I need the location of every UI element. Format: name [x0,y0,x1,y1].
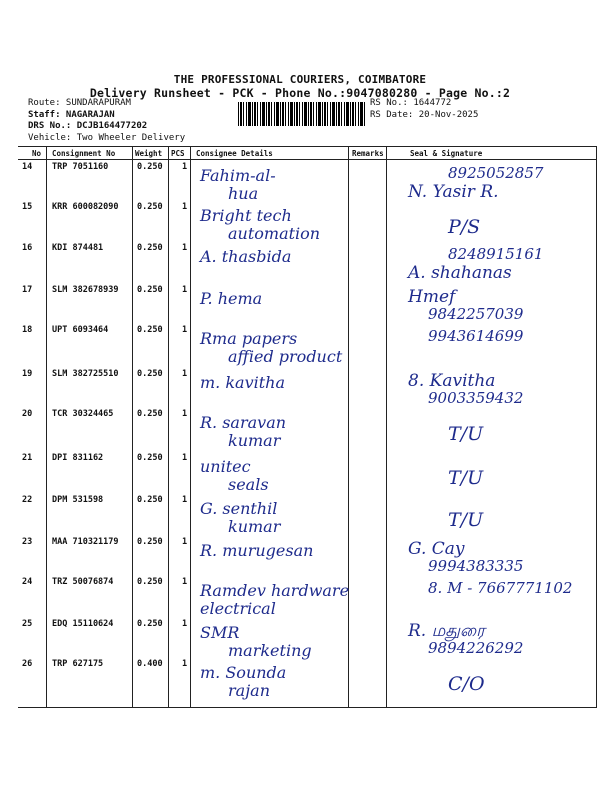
consignee-handwriting: Fahim-al- [200,166,276,185]
consignment-number: MAA 710321179 [52,537,119,547]
signature-handwriting: A. shahanas [408,263,512,283]
row-number: 14 [22,162,33,172]
pieces: 1 [182,495,188,505]
signature-handwriting: Hmef [408,287,456,307]
col-divider [190,147,191,707]
pieces: 1 [182,325,188,335]
row-number: 26 [22,659,33,669]
header-seal-signature: Seal & Signature [410,149,483,158]
weight: 0.250 [137,369,163,379]
signature-handwriting: 9842257039 [428,305,524,323]
signature-handwriting: T/U [448,423,484,445]
consignee-handwriting: P. hema [200,289,263,308]
pieces: 1 [182,659,188,669]
pieces: 1 [182,537,188,547]
consignee-handwriting: R. murugesan [200,541,314,560]
weight: 0.250 [137,495,163,505]
signature-handwriting: 8. M - 7667771102 [428,579,573,597]
weight: 0.250 [137,202,163,212]
signature-handwriting: 9994383335 [428,557,524,575]
consignment-number: SLM 382678939 [52,285,119,295]
signature-handwriting: 9894226292 [428,639,524,657]
consignment-number: TCR 30324465 [52,409,114,419]
row-number: 23 [22,537,33,547]
consignment-number: EDQ 15110624 [52,619,114,629]
pieces: 1 [182,453,188,463]
row-number: 24 [22,577,33,587]
pieces: 1 [182,577,188,587]
header-pcs: PCS [171,149,185,158]
consignee-handwriting: seals [228,475,269,494]
rs-number: RS No.: 1644772 [370,98,452,108]
runsheet-title: Delivery Runsheet - PCK - Phone No.:9047080280 - Page No.:2 [89,86,511,100]
consignee-handwriting: kumar [228,517,281,536]
consignee-handwriting: Rma papers [200,329,298,348]
vehicle: Vehicle: Two Wheeler Delivery [28,132,186,143]
pieces: 1 [182,202,188,212]
consignee-handwriting: A. thasbida [200,247,292,266]
weight: 0.250 [137,285,163,295]
weight: 0.250 [137,619,163,629]
signature-handwriting: 9003359432 [428,389,524,407]
signature-handwriting: 8. Kavitha [408,371,496,391]
consignment-number: KDI 874481 [52,243,104,253]
signature-handwriting: 8248915161 [448,245,544,263]
consignee-handwriting: rajan [228,681,270,700]
row-number: 25 [22,619,33,629]
header-consignment: Consignment No [52,149,116,158]
row-number: 21 [22,453,33,463]
col-divider [386,147,387,707]
signature-handwriting: 9943614699 [428,327,524,345]
row-number: 18 [22,325,33,335]
col-divider [132,147,133,707]
pieces: 1 [182,409,188,419]
runsheet-meta-right [370,98,478,121]
rs-date: RS Date: 20-Nov-2025 [370,109,479,120]
signature-handwriting: T/U [448,467,484,489]
consignment-number: DPM 531598 [52,495,104,505]
weight: 0.400 [137,659,163,669]
pieces: 1 [182,162,188,172]
col-divider [46,147,47,707]
signature-handwriting: N. Yasir R. [408,182,499,202]
col-divider [168,147,169,707]
consignment-number: KRR 600082090 [52,202,119,212]
consignee-handwriting: kumar [228,431,281,450]
row-number: 15 [22,202,33,212]
row-number: 20 [22,409,33,419]
consignment-number: TRZ 50076874 [52,577,114,587]
weight: 0.250 [137,537,163,547]
weight: 0.250 [137,162,163,172]
pieces: 1 [182,285,188,295]
weight: 0.250 [137,453,163,463]
runsheet-table [18,146,597,708]
signature-handwriting: 8925052857 [448,164,544,182]
signature-handwriting: G. Cay [408,539,465,559]
row-number: 17 [22,285,33,295]
consignee-handwriting: R. saravan [200,413,287,432]
consignee-handwriting: Bright tech [200,206,292,225]
consignee-handwriting: Ramdev hardware [200,581,350,600]
consignee-handwriting: electrical [200,599,276,618]
pieces: 1 [182,369,188,379]
weight: 0.250 [137,325,163,335]
staff: Staff: NAGARAJAN [28,109,115,120]
weight: 0.250 [137,577,163,587]
row-number: 22 [22,495,33,505]
consignee-handwriting: affied product [228,347,343,366]
row-number: 16 [22,243,33,253]
header-rule [18,159,596,160]
signature-handwriting: T/U [448,509,484,531]
consignment-number: DPI 831162 [52,453,104,463]
col-divider [348,147,349,707]
consignee-handwriting: unitec [200,457,251,476]
header-remarks: Remarks [352,149,384,158]
barcode [238,102,366,126]
pieces: 1 [182,619,188,629]
weight: 0.250 [137,243,163,253]
header-weight: Weight [135,149,163,158]
weight: 0.250 [137,409,163,419]
consignment-number: SLM 382725510 [52,369,119,379]
pieces: 1 [182,243,188,253]
consignment-number: UPT 6093464 [52,325,109,335]
consignee-handwriting: hua [228,184,259,203]
consignee-handwriting: SMR [200,623,240,642]
company-title: THE PROFESSIONAL COURIERS, COIMBATORE [173,73,427,86]
header-consignee: Consignee Details [196,149,273,158]
signature-handwriting: C/O [448,673,485,695]
route: Route: SUNDARAPURAM [28,98,131,108]
runsheet-meta-left [28,98,185,144]
consignment-number: TRP 627175 [52,659,104,669]
header-no: No [32,149,42,158]
consignee-handwriting: m. kavitha [200,373,286,392]
signature-handwriting: R. மதுரை [408,621,485,641]
consignee-handwriting: G. senthil [200,499,278,518]
consignee-handwriting: automation [228,224,321,243]
signature-handwriting: P/S [448,216,481,238]
consignee-handwriting: marketing [228,641,312,660]
row-number: 19 [22,369,33,379]
drs-number: DRS No.: DCJB164477202 [28,121,148,131]
consignment-number: TRP 7051160 [52,162,109,172]
consignee-handwriting: m. Sounda [200,663,287,682]
